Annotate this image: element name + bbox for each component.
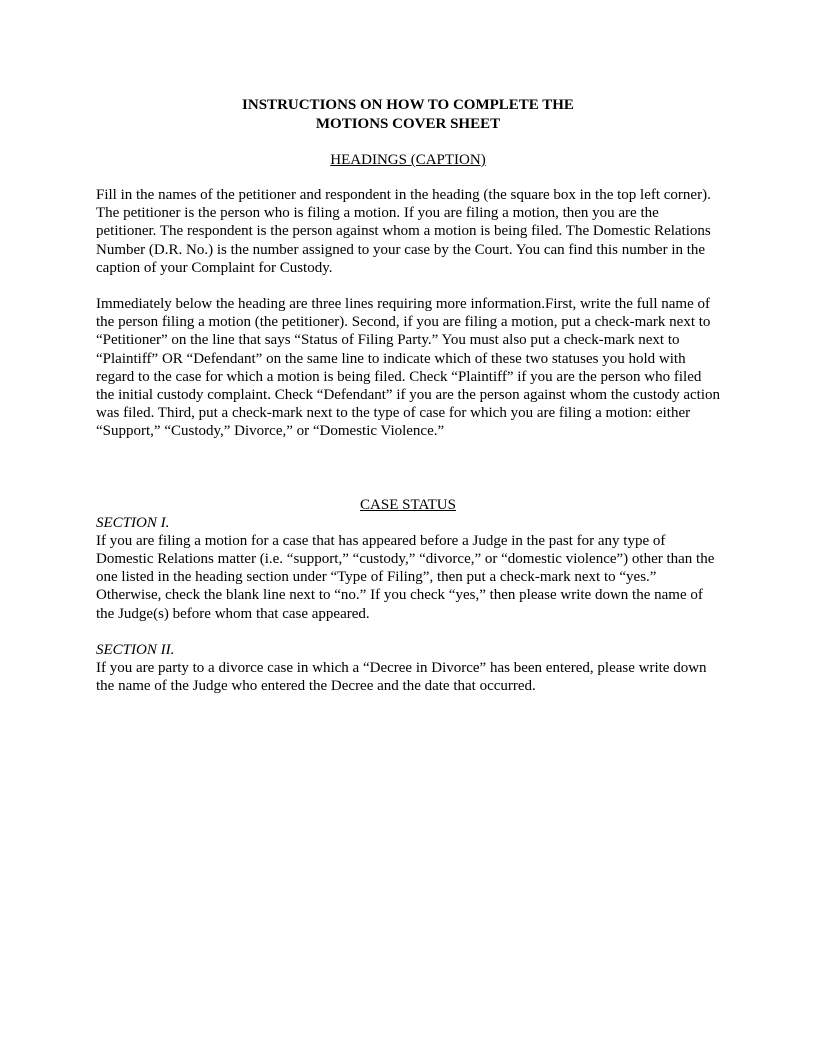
document-title-line-2: MOTIONS COVER SHEET <box>315 116 501 132</box>
headings-paragraph-2: Immediately below the heading are three lines requiring more information.First, write the full name of the person filing a motion (the petitioner). Second, if you are filing a motion, put a check-mark next to “Petitioner” on the line that says “Status of Filing Party.” You must also put a check-mark next to “Plaintiff” OR “Defendant” on the same line to indicate which of these two statuses you hold with regard to the case for which a motion is being filed. Check “Plaintiff” if you are the person who filed the initial custody complaint. Check “Defendant” if you are the person against whom the custody action was filed. Third, put a check-mark next to the type of case for which you are filing a motion: either “Support,” “Custody,” Divorce,” or “Domestic Violence.” <box>96 296 720 440</box>
section-1-text: If you are filing a motion for a case that has appeared before a Judge in the past for any type of Domestic Relations matter (i.e. “support,” “custody,” “divorce,” or “domestic violence”) other than the one listed in the heading section under “Type of Filing”, then put a check-mark next to “yes.” Otherwise, check the blank line next to “no.” If you check “yes,” then please write down the name of the Judge(s) before whom that case appeared. <box>96 532 715 622</box>
section-2-text: If you are party to a divorce case in which a “Decree in Divorce” has been entered, please write down the name of the Judge who entered the Decree and the date that occurred. <box>96 660 707 695</box>
document-title <box>96 96 720 134</box>
section-1-label: SECTION I. <box>96 514 170 531</box>
document-title-line-1: INSTRUCTIONS ON HOW TO COMPLETE THE <box>242 97 574 113</box>
case-status-heading: CASE STATUS <box>360 496 456 513</box>
section-2-label: SECTION II. <box>96 641 175 658</box>
headings-paragraph-1: Fill in the names of the petitioner and respondent in the heading (the square box in the top left corner). The petitioner is the person who is filing a motion. If you are filing a motion, then you are the petitioner. The respondent is the person against whom a motion is being filed. The Domestic Relations Number (D.R. No.) is the number assigned to your case by the Court. You can find this number in the caption of your Complaint for Custody. <box>96 187 711 276</box>
headings-caption-heading: HEADINGS (CAPTION) <box>330 152 486 168</box>
document-page <box>96 96 720 695</box>
